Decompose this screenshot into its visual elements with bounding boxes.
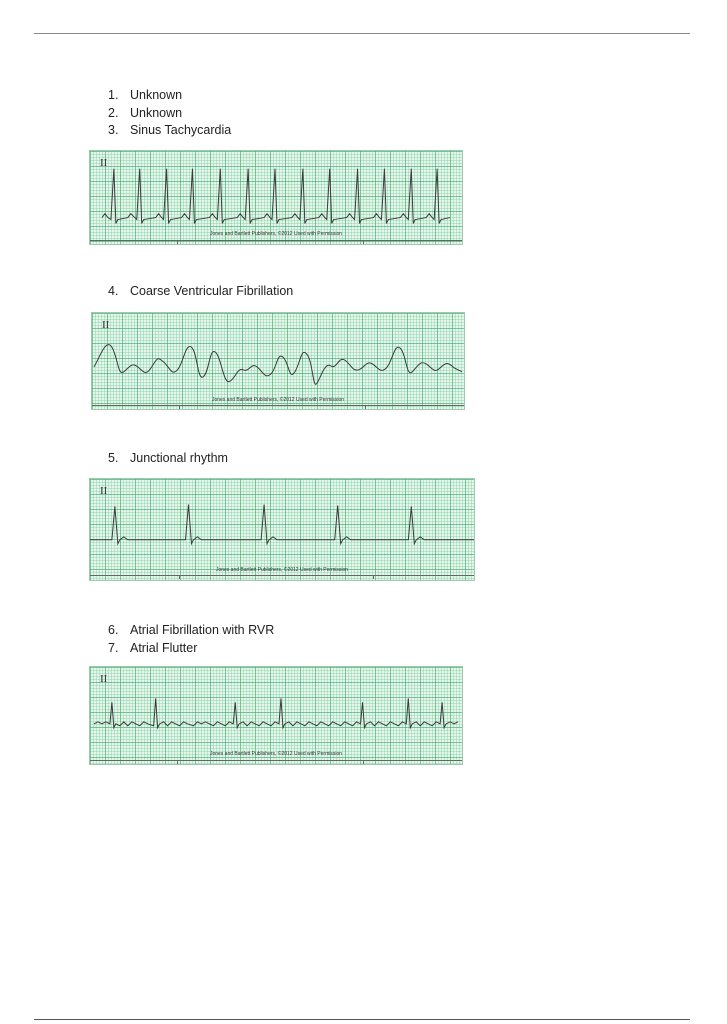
strip-baseline	[92, 405, 464, 406]
ecg-trace	[90, 479, 474, 580]
list-item	[108, 450, 228, 468]
credit-text: Jones and Bartlett Publishers, ©2012 Used with Permission	[209, 751, 343, 757]
strip-baseline	[90, 760, 462, 761]
lead-label: II	[100, 673, 108, 685]
lead-label: II	[100, 157, 108, 169]
time-tick	[179, 405, 180, 409]
item-number: 1.	[108, 88, 119, 102]
time-tick	[177, 760, 178, 764]
credit-text: Jones and Bartlett Publishers, ©2012 Used with Permission	[209, 231, 343, 237]
item-label: Junctional rhythm	[130, 451, 228, 465]
list-item	[108, 283, 293, 301]
time-tick	[365, 405, 366, 409]
item-label: Unknown	[130, 88, 183, 102]
item-label: Atrial Fibrillation with RVR	[130, 623, 275, 637]
item-number: 3.	[108, 123, 119, 137]
time-tick	[363, 760, 364, 764]
ecg-strip-3	[89, 478, 475, 581]
time-tick	[177, 240, 178, 244]
lead-label: II	[100, 485, 108, 497]
rhythm-list-4	[108, 622, 274, 657]
item-number: 2.	[108, 105, 119, 120]
rhythm-list-2	[108, 283, 293, 301]
time-tick	[363, 240, 364, 244]
item-label: Sinus Tachycardia	[130, 123, 232, 137]
footer-rule	[34, 1019, 690, 1020]
item-number: 5.	[108, 451, 119, 465]
ecg-trace	[92, 313, 464, 409]
ecg-strip-4	[89, 666, 463, 765]
rhythm-list-3	[108, 450, 228, 468]
rhythm-list-1	[108, 87, 231, 140]
list-item	[108, 87, 231, 105]
item-label: Atrial Flutter	[130, 640, 198, 655]
list-item	[108, 122, 231, 140]
list-item	[108, 105, 231, 123]
header-rule	[34, 33, 690, 34]
ecg-trace	[90, 667, 462, 764]
item-number: 7.	[108, 640, 119, 655]
list-item	[108, 622, 274, 640]
item-label: Coarse Ventricular Fibrillation	[130, 284, 294, 298]
ecg-strip-1	[89, 150, 463, 245]
ecg-strip-2	[91, 312, 465, 410]
credit-text: Jones and Bartlett Publishers, ©2012 Used with Permission	[215, 567, 349, 573]
strip-baseline	[90, 240, 462, 241]
item-number: 4.	[108, 284, 119, 298]
item-label: Unknown	[130, 105, 183, 120]
strip-baseline	[90, 575, 474, 576]
list-item	[108, 640, 274, 658]
credit-text: Jones and Bartlett Publishers, ©2012 Used with Permission	[211, 397, 345, 403]
lead-label: II	[102, 319, 110, 331]
time-tick	[179, 575, 180, 579]
time-tick	[373, 575, 374, 579]
item-number: 6.	[108, 623, 119, 637]
